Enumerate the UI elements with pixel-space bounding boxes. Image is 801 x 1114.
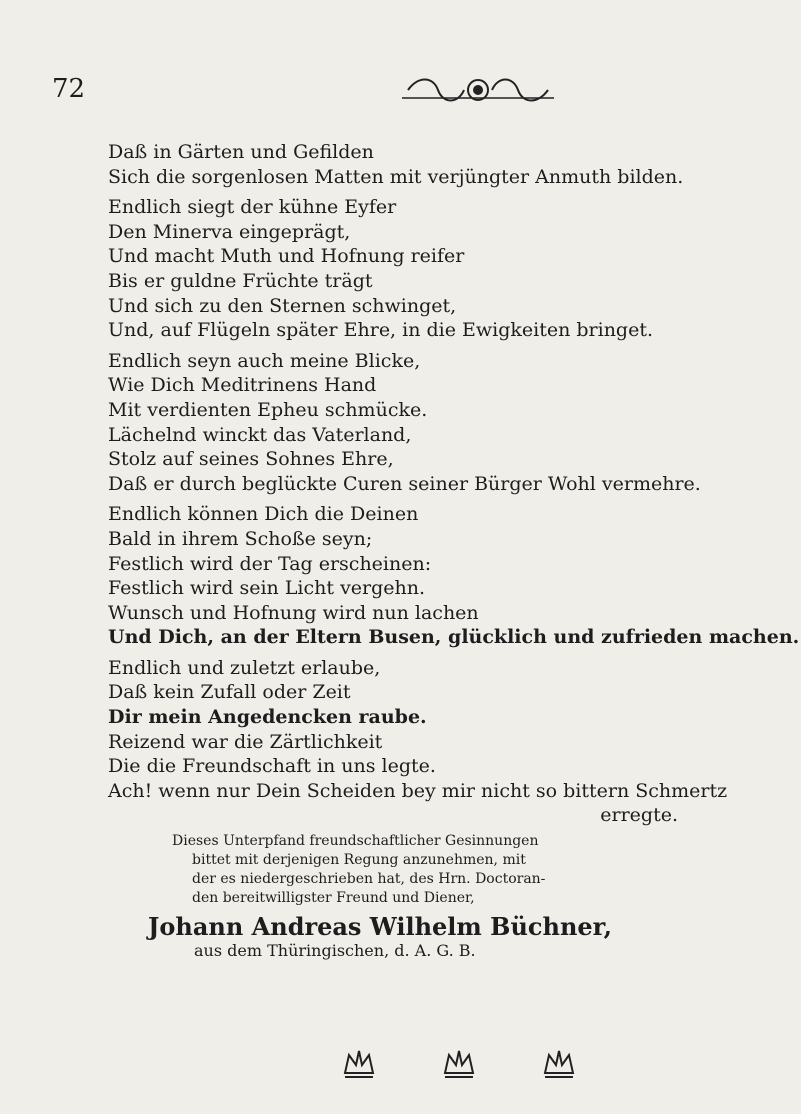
verse-line: Bis er guldne Früchte trägt xyxy=(108,269,373,292)
verse-line: Und sich zu den Sternen schwinget, xyxy=(108,294,457,317)
stanza xyxy=(108,502,800,650)
crown-ornament-icon xyxy=(540,1045,578,1083)
verse-line: Reizend war die Zärtlichkeit xyxy=(108,730,383,753)
verse-line: Den Minerva eingeprägt, xyxy=(108,220,351,243)
verse-line: Daß kein Zufall oder Zeit xyxy=(108,681,351,704)
verse-line: Wie Dich Meditrinens Hand xyxy=(108,374,377,397)
stanza xyxy=(108,140,788,189)
verse-line: Daß in Gärten und Gefilden xyxy=(108,141,374,163)
verse-line: Festlich wird sein Licht vergehn. xyxy=(108,577,426,600)
verse-line: Mit verdienten Epheu schmücke. xyxy=(108,398,428,421)
verse-line: Festlich wird der Tag erscheinen: xyxy=(108,552,432,575)
verse-line: Dir mein Angedencken raube. xyxy=(108,706,427,729)
origin-line: aus dem Thüringischen, d. A. G. B. xyxy=(194,941,476,961)
verse-line: Sich die sorgenlosen Matten mit verjüngter Anmuth bilden. xyxy=(108,165,684,188)
verse-line: Ach! wenn nur Dein Scheiden bey mir nicht so bittern Schmertz xyxy=(108,779,728,802)
verse-line: Endlich siegt der kühne Eyfer xyxy=(108,196,397,219)
crown-ornament-icon xyxy=(440,1045,478,1083)
verse-line: Endlich können Dich die Deinen xyxy=(108,503,419,526)
bottom-ornaments xyxy=(340,1045,600,1085)
verse-line: Bald in ihrem Schoße seyn; xyxy=(108,527,373,550)
decorative-vignette-icon xyxy=(398,72,558,108)
verse-line: Und macht Muth und Hofnung reifer xyxy=(108,245,465,268)
verse-line: Endlich und zuletzt erlaube, xyxy=(108,656,381,679)
crown-ornament-icon xyxy=(340,1045,378,1083)
note-line: der es niedergeschrieben hat, des Hrn. Doctoran- xyxy=(192,871,546,888)
verse-line: Wunsch und Hofnung wird nun lachen xyxy=(108,601,479,624)
signature: Johann Andreas Wilhelm Büchner, xyxy=(148,912,612,942)
verse-line: Die die Freundschaft in uns legte. xyxy=(108,755,436,778)
stanza xyxy=(108,195,788,343)
verse-line-closing: erregte. xyxy=(600,804,678,827)
dedication-note xyxy=(108,832,788,908)
verse-line: Daß er durch beglückte Curen seiner Bürger Wohl vermehre. xyxy=(108,472,701,495)
note-line: Dieses Unterpfand freundschaftlicher Gesinnungen xyxy=(172,833,539,850)
stanza xyxy=(108,349,788,497)
poem-text xyxy=(108,140,800,961)
verse-line: Und Dich, an der Eltern Busen, glücklich und zufrieden machen. xyxy=(108,626,800,649)
note-line: den bereitwilligster Freund und Diener, xyxy=(192,890,475,907)
verse-line: Lächelnd winckt das Vaterland, xyxy=(108,423,412,446)
stanza xyxy=(108,656,788,828)
verse-line: Und, auf Flügeln später Ehre, in die Ewigkeiten bringet. xyxy=(108,319,654,342)
note-line: bittet mit derjenigen Regung anzunehmen, mit xyxy=(192,852,526,869)
page-number: 72 xyxy=(52,74,86,104)
verse-line: Endlich seyn auch meine Blicke, xyxy=(108,349,421,372)
verse-line: Stolz auf seines Sohnes Ehre, xyxy=(108,448,394,471)
